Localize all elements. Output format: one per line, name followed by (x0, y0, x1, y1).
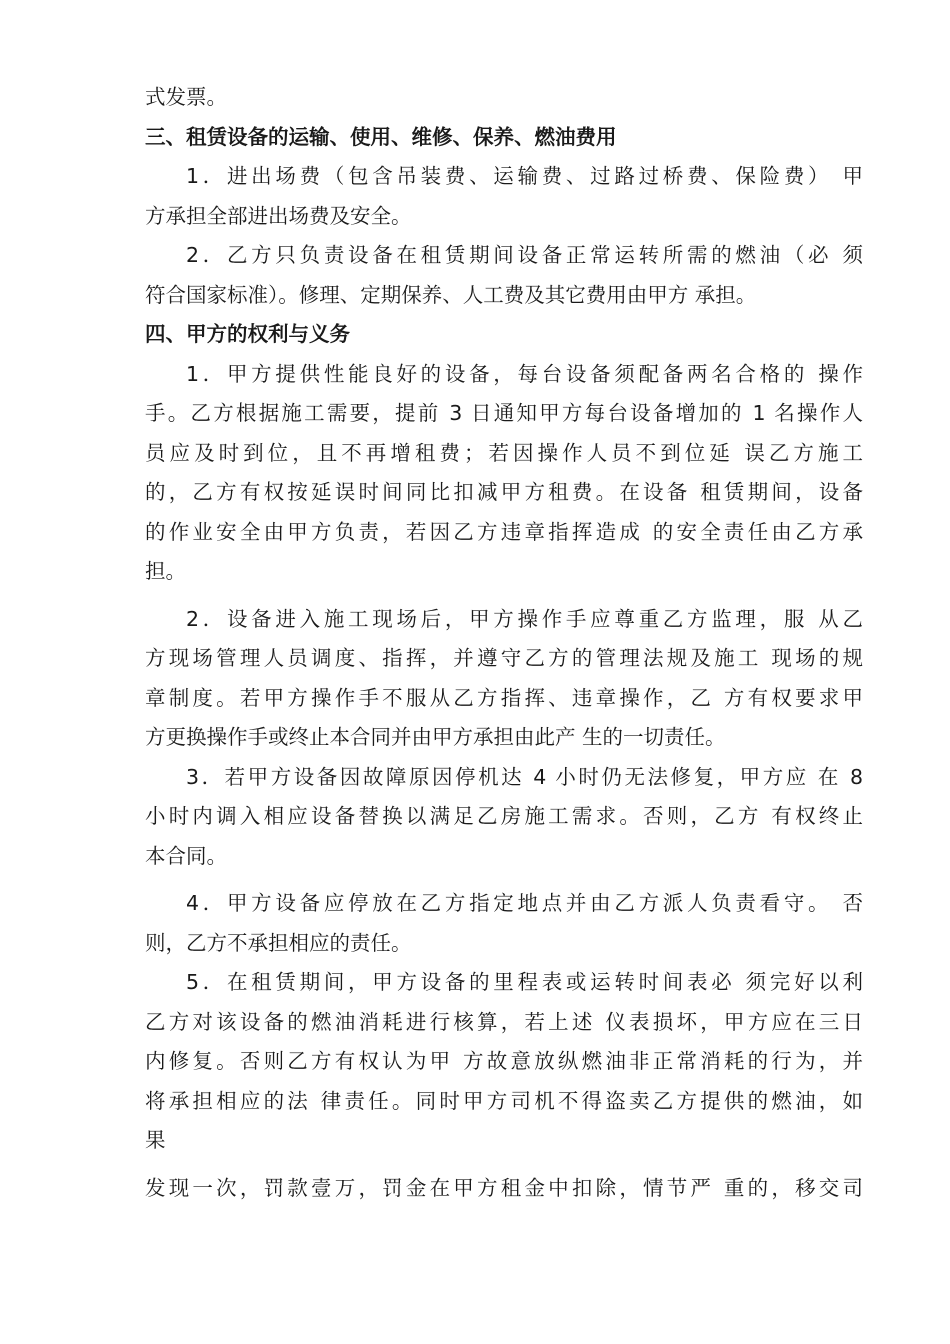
section-heading-4: 四、甲方的权利与义务 (145, 322, 350, 346)
paragraph-line: 内修复。否则乙方有权认为甲 方故意放纵燃油非正常消耗的行为，并 (145, 1049, 863, 1073)
paragraph-line: 的作业安全由甲方负责，若因乙方违章指挥造成 的安全责任由乙方承 (145, 519, 863, 544)
paragraph-line: 将承担相应的法 律责任。同时甲方司机不得盗卖乙方提供的燃油，如 (145, 1088, 863, 1113)
paragraph-line: 方现场管理人员调度、指挥，并遵守乙方的管理法规及施工 现场的规 (145, 646, 863, 670)
paragraph-line: 果 (145, 1128, 166, 1152)
paragraph-line: 符合国家标准）。修理、定期保养、人工费及其它费用由甲方 承担。 (145, 282, 757, 307)
document-body (145, 78, 863, 1208)
paragraph-line: 担。 (145, 559, 186, 583)
paragraph-line: 式发票。 (145, 85, 227, 109)
paragraph-spacer (145, 592, 863, 600)
paragraph-line: 章制度。若甲方操作手不服从乙方指挥、违章操作，乙 方有权要求甲 (145, 685, 863, 710)
paragraph-line: 2．设备进入施工现场后，甲方操作手应尊重乙方监理，服 从乙 (186, 606, 863, 631)
paragraph-line: 则，乙方不承担相应的责任。 (145, 930, 412, 955)
paragraph-line: 1．进出场费（包含吊装费、运输费、过路过桥费、保险费） 甲 (186, 164, 863, 188)
paragraph-line: 3．若甲方设备因故障原因停机达 4 小时仍无法修复，甲方应 在 8 (186, 764, 863, 789)
paragraph-line: 本合同。 (145, 843, 227, 868)
paragraph-line: 发现一次，罚款壹万，罚金在甲方租金中扣除，情节严 重的，移交司 (145, 1175, 863, 1200)
paragraph-spacer (145, 1161, 863, 1169)
paragraph-line: 的，乙方有权按延误时间同比扣减甲方租费。在设备 租赁期间，设备 (145, 480, 863, 504)
paragraph-line: 方承担全部进出场费及安全。 (145, 203, 412, 228)
paragraph-line: 4．甲方设备应停放在乙方指定地点并由乙方派人负责看守。 否 (186, 891, 863, 915)
paragraph-line: 员应及时到位，且不再增租费；若因操作人员不到位延 误乙方施工 (145, 440, 863, 465)
paragraph-line: 方更换操作手或终止本合同并由甲方承担由此产 生的一切责任。 (145, 725, 726, 749)
paragraph-line: 5．在租赁期间，甲方设备的里程表或运转时间表必 须完好以利 (186, 970, 863, 994)
paragraph-spacer (145, 876, 863, 884)
section-heading-3: 三、租赁设备的运输、使用、维修、保养、燃油费用 (145, 124, 617, 149)
paragraph-line: 手。乙方根据施工需要，提前 3 日通知甲方每台设备增加的 1 名操作人 (145, 401, 863, 425)
paragraph-line: 乙方对该设备的燃油消耗进行核算，若上述 仪表损坏，甲方应在三日 (145, 1009, 863, 1034)
paragraph-line: 1．甲方提供性能良好的设备，每台设备须配备两名合格的 操作 (186, 361, 863, 386)
paragraph-line: 2．乙方只负责设备在租赁期间设备正常运转所需的燃油（必 须 (186, 243, 863, 267)
paragraph-line: 小时内调入相应设备替换以满足乙房施工需求。否则，乙方 有权终止 (145, 804, 863, 828)
